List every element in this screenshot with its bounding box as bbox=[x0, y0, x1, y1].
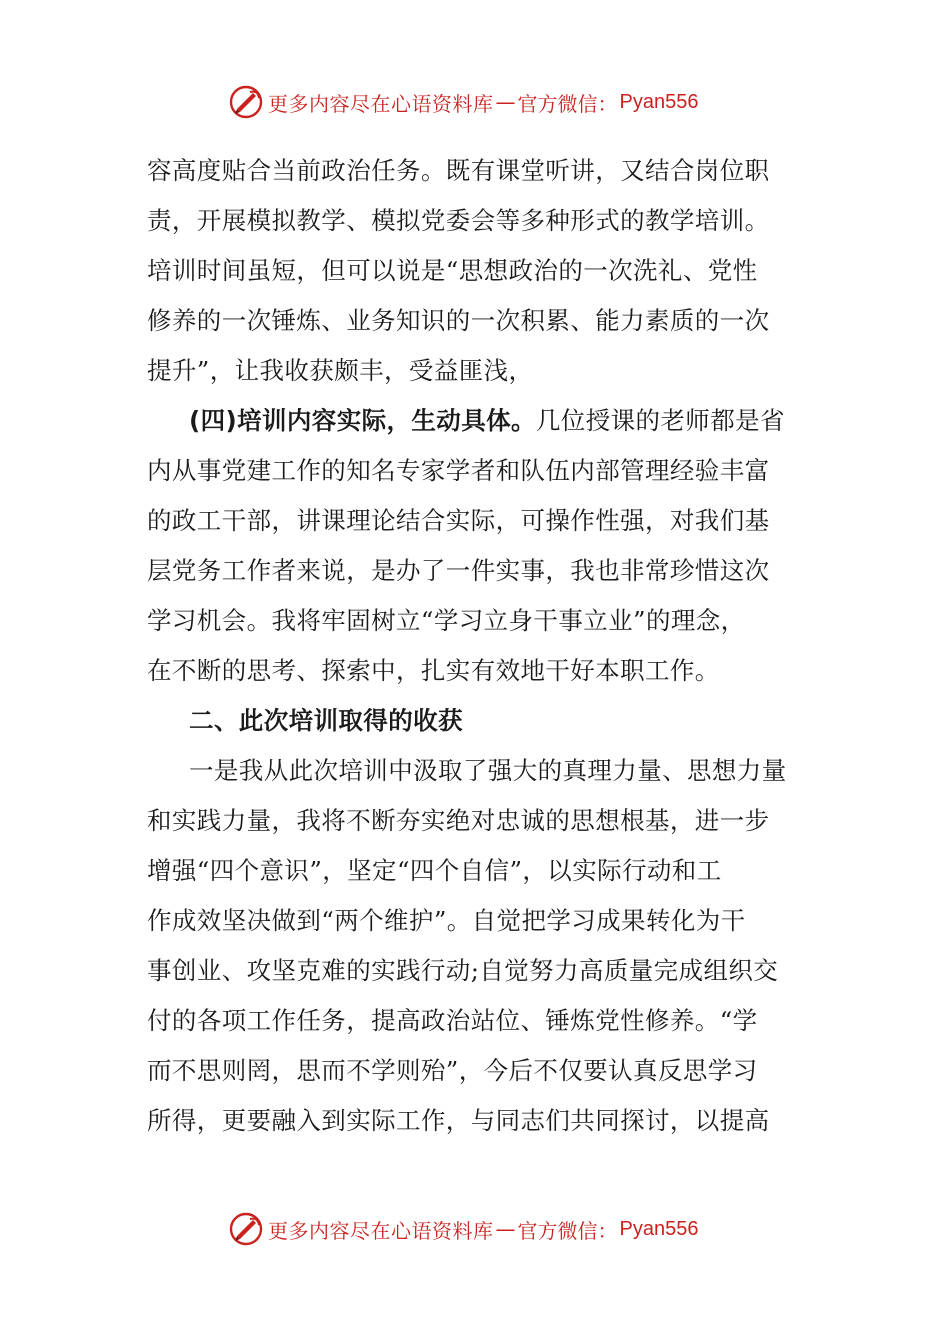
text-line: 作成效坚决做到“两个维护”。自觉把学习成果转化为干 bbox=[147, 906, 746, 935]
pen-logo-icon bbox=[228, 84, 264, 120]
header-watermark bbox=[228, 82, 698, 122]
text-line: 付的各项工作任务，提高政治站位、锤炼党性修养。“学 bbox=[147, 1006, 758, 1035]
watermark-separator: — bbox=[495, 1217, 516, 1241]
text-line: 层党务工作者来说，是办了一件实事，我也非常珍惜这次 bbox=[147, 556, 770, 585]
section-4-heading: (四)培训内容实际，生动具体。 bbox=[189, 406, 536, 435]
watermark-wechat-label: 官方微信： bbox=[517, 1218, 618, 1243]
text-line: 增强“四个意识”，坚定“四个自信”，以实际行动和工 bbox=[147, 856, 722, 885]
watermark-text: 更多内容尽在心语资料库 bbox=[268, 91, 494, 116]
watermark-text: 更多内容尽在心语资料库 bbox=[268, 1218, 494, 1243]
text-line: 所得，更要融入到实际工作，与同志们共同探讨，以提高 bbox=[147, 1106, 770, 1135]
text-line: 容高度贴合当前政治任务。既有课堂听讲，又结合岗位职 bbox=[147, 156, 770, 185]
text-line: 一是我从此次培训中汲取了强大的真理力量、思想力量 bbox=[189, 756, 787, 785]
text-line: 提升”，让我收获颇丰，受益匪浅， bbox=[147, 356, 534, 385]
footer-watermark bbox=[228, 1209, 698, 1249]
pen-logo-icon bbox=[228, 1211, 264, 1247]
text-line: 培训时间虽短，但可以说是“思想政治的一次洗礼、党性 bbox=[147, 256, 758, 285]
document-body bbox=[147, 146, 807, 1146]
text-line: 学习机会。我将牢固树立“学习立身干事立业”的理念， bbox=[147, 606, 746, 635]
text-line: 内从事党建工作的知名专家学者和队伍内部管理经验丰富 bbox=[147, 456, 770, 485]
text-line: 在不断的思考、探索中，扎实有效地干好本职工作。 bbox=[147, 656, 720, 685]
text-line: 和实践力量，我将不断夯实绝对忠诚的思想根基，进一步 bbox=[147, 806, 770, 835]
text-line: 事创业、攻坚克难的实践行动;自觉努力高质量完成组织交 bbox=[147, 956, 779, 985]
watermark-wechat-label: 官方微信： bbox=[517, 91, 618, 116]
text-line: 的政工干部，讲课理论结合实际，可操作性强，对我们基 bbox=[147, 506, 770, 535]
text-line: 而不思则罔，思而不学则殆”，今后不仅要认真反思学习 bbox=[147, 1056, 758, 1085]
watermark-wechat-id: Pyan556 bbox=[619, 1217, 699, 1240]
text-line: 修养的一次锤炼、业务知识的一次积累、能力素质的一次 bbox=[147, 306, 770, 335]
part-2-heading: 二、此次培训取得的收获 bbox=[189, 706, 463, 735]
text-line: 责，开展模拟教学、模拟党委会等多种形式的教学培训。 bbox=[147, 206, 770, 235]
section-4-first-text: 几位授课的老师都是省 bbox=[535, 406, 785, 435]
watermark-separator: — bbox=[495, 90, 516, 114]
watermark-wechat-id: Pyan556 bbox=[619, 90, 699, 113]
section-4-first-line bbox=[147, 396, 807, 446]
